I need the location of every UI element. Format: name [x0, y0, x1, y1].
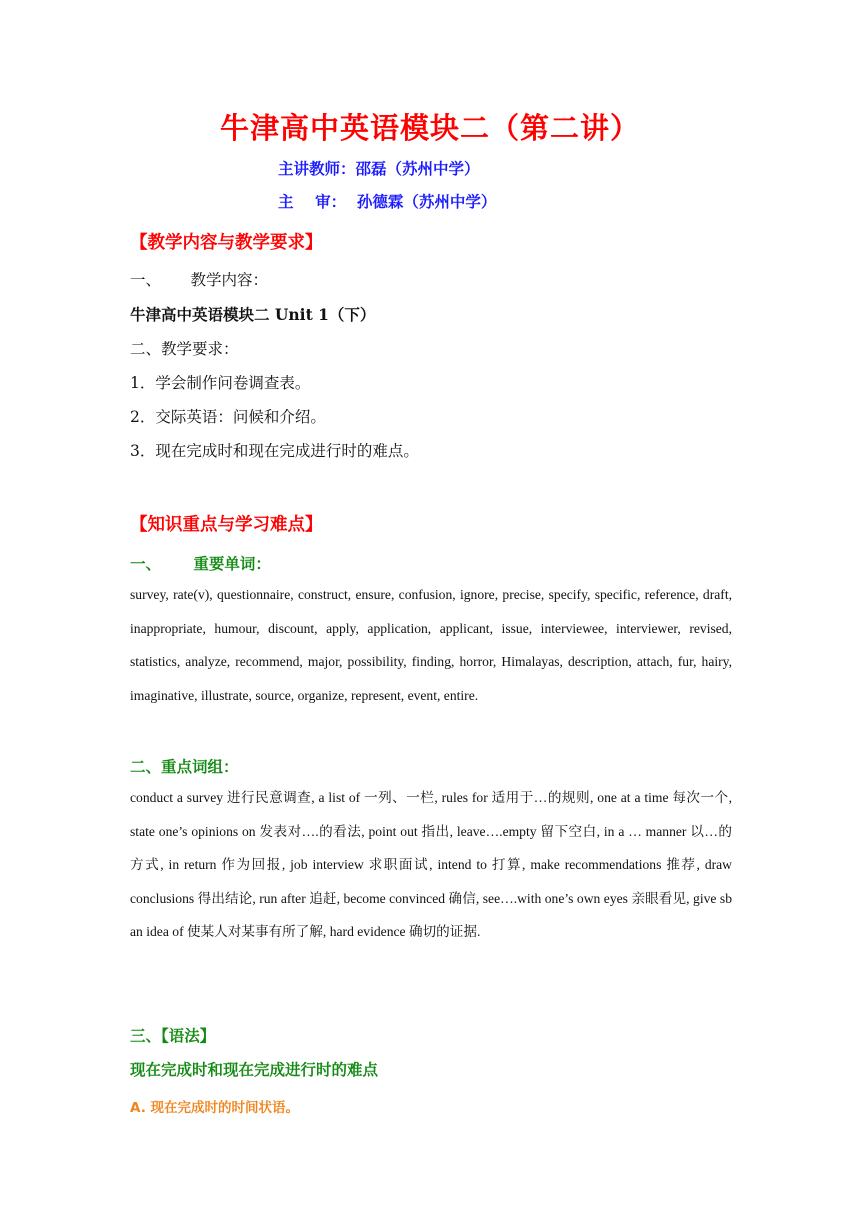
- phrases-heading: 二、重点词组：: [130, 758, 239, 776]
- requirement-item-2: 2．交际英语：问候和介绍。: [130, 408, 326, 426]
- teacher-line: 主讲教师：邵磊（苏州中学）: [278, 160, 480, 178]
- grammar-heading: 三、【语法】: [130, 1027, 216, 1045]
- document-title: 牛津高中英语模块二（第二讲）: [219, 111, 640, 145]
- section-heading-teaching: 【教学内容与教学要求】: [130, 233, 323, 253]
- reviewer-line: 主 审： 孙德霖（苏州中学）: [278, 193, 497, 211]
- requirement-item-3: 3．现在完成时和现在完成进行时的难点。: [130, 442, 419, 460]
- grammar-point-a: A. 现在完成时的时间状语。: [130, 1100, 300, 1116]
- unit-line: 牛津高中英语模块二 Unit 1（下）: [130, 305, 376, 324]
- requirement-item-1: 1．学会制作问卷调查表。: [130, 374, 311, 392]
- phrases-paragraph: conduct a survey 进行民意调查, a list of 一列、一栏, rules for 适用于…的规则, one at a time 每次一个, state one’s opinions on 发表对….的看法, point out 指出, leave….empty 留下空白, in a … manner 以…的方式, in return 作为回报, job interview 求职面试, intend to 打算, make recommendations 推荐, draw conclusions 得出结论, run after 追赶, become convinced 确信, see….with one’s own eyes 亲眼看见, give sb an idea of 使某人对某事有所了解, hard evidence 确切的证据.: [130, 790, 732, 940]
- words-paragraph: survey, rate(v), questionnaire, construct, ensure, confusion, ignore, precise, specify, specific, reference, draft, inappropriate, humour, discount, apply, application, applicant, issue, interviewee, interviewer, revised, statistics, analyze, recommend, major, possibility, finding, horror, Himalayas, description, attach, fur, hairy, imaginative, illustrate, source, organize, represent, event, entire.: [130, 587, 732, 703]
- requirements-label: 二、教学要求：: [130, 340, 239, 358]
- words-heading: 一、 重要单词：: [130, 555, 271, 573]
- content-label: 一、 教学内容：: [130, 271, 269, 289]
- section-heading-key-points: 【知识重点与学习难点】: [130, 515, 323, 535]
- grammar-subheading: 现在完成时和现在完成进行时的难点: [130, 1061, 379, 1079]
